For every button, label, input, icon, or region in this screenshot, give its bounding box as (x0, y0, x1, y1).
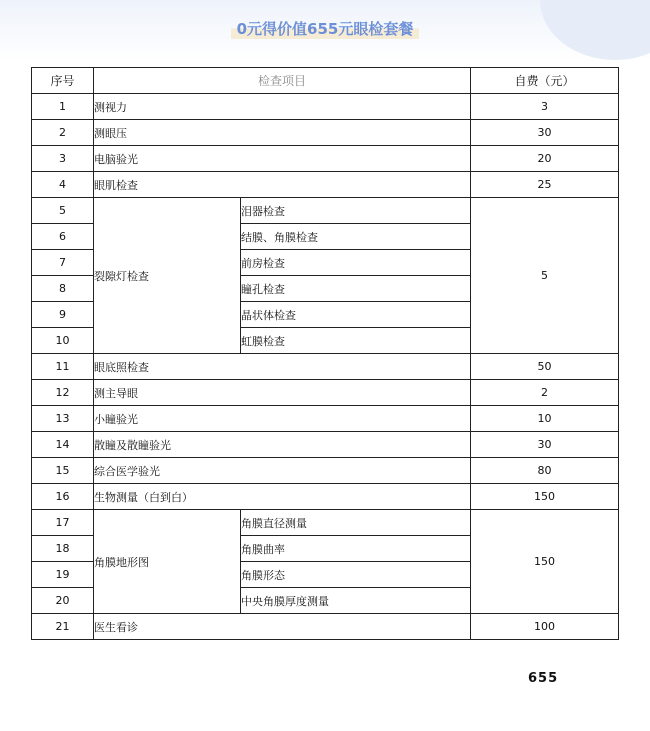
table-row (32, 510, 619, 536)
row-no: 19 (32, 562, 94, 588)
table-row (32, 406, 619, 432)
row-price: 2 (471, 380, 619, 406)
table-row (32, 380, 619, 406)
header-items: 检查项目 (94, 68, 471, 94)
row-no: 2 (32, 120, 94, 146)
table-row (32, 484, 619, 510)
row-no: 21 (32, 614, 94, 640)
row-no: 11 (32, 354, 94, 380)
row-no: 14 (32, 432, 94, 458)
sub-item: 瞳孔检查 (241, 276, 471, 302)
row-item: 测眼压 (94, 120, 471, 146)
row-price: 30 (471, 432, 619, 458)
row-item: 测主导眼 (94, 380, 471, 406)
table-row (32, 94, 619, 120)
row-no: 12 (32, 380, 94, 406)
page-title-text: 0元得价值655元眼检套餐 (231, 16, 420, 39)
table-row (32, 146, 619, 172)
row-price: 100 (471, 614, 619, 640)
table-row (32, 172, 619, 198)
sub-item: 角膜直径测量 (241, 510, 471, 536)
row-no: 16 (32, 484, 94, 510)
row-no: 18 (32, 536, 94, 562)
header-price: 自费（元） (471, 68, 619, 94)
group-item-topography: 角膜地形图 (94, 510, 241, 614)
table-row (32, 354, 619, 380)
table-row (32, 432, 619, 458)
sub-item: 前房检查 (241, 250, 471, 276)
total-amount: 655 (528, 671, 559, 686)
row-item: 医生看诊 (94, 614, 471, 640)
page-title (0, 16, 650, 39)
row-item: 小瞳验光 (94, 406, 471, 432)
row-price: 50 (471, 354, 619, 380)
group-price-slit-lamp: 5 (471, 198, 619, 354)
row-no: 3 (32, 146, 94, 172)
row-no: 8 (32, 276, 94, 302)
row-price: 20 (471, 146, 619, 172)
row-price: 30 (471, 120, 619, 146)
sub-item: 中央角膜厚度测量 (241, 588, 471, 614)
table-row (32, 614, 619, 640)
table-row (32, 458, 619, 484)
row-item: 测视力 (94, 94, 471, 120)
row-no: 17 (32, 510, 94, 536)
row-no: 15 (32, 458, 94, 484)
row-no: 5 (32, 198, 94, 224)
exam-package-table (31, 67, 619, 640)
group-price-topography: 150 (471, 510, 619, 614)
sub-item: 虹膜检查 (241, 328, 471, 354)
table-row (32, 120, 619, 146)
sub-item: 结膜、角膜检查 (241, 224, 471, 250)
table-header-row (32, 68, 619, 94)
header-no: 序号 (32, 68, 94, 94)
row-no: 10 (32, 328, 94, 354)
row-no: 13 (32, 406, 94, 432)
row-price: 25 (471, 172, 619, 198)
row-price: 150 (471, 484, 619, 510)
sub-item: 角膜曲率 (241, 536, 471, 562)
row-item: 散瞳及散瞳验光 (94, 432, 471, 458)
row-item: 电脑验光 (94, 146, 471, 172)
row-price: 3 (471, 94, 619, 120)
row-no: 6 (32, 224, 94, 250)
sub-item: 角膜形态 (241, 562, 471, 588)
row-item: 生物测量（白到白） (94, 484, 471, 510)
sub-item: 晶状体检查 (241, 302, 471, 328)
row-no: 4 (32, 172, 94, 198)
row-price: 10 (471, 406, 619, 432)
row-no: 20 (32, 588, 94, 614)
row-no: 1 (32, 94, 94, 120)
row-item: 综合医学验光 (94, 458, 471, 484)
sub-item: 泪器检查 (241, 198, 471, 224)
row-no: 9 (32, 302, 94, 328)
row-no: 7 (32, 250, 94, 276)
row-price: 80 (471, 458, 619, 484)
row-item: 眼肌检查 (94, 172, 471, 198)
row-item: 眼底照检查 (94, 354, 471, 380)
group-item-slit-lamp: 裂隙灯检查 (94, 198, 241, 354)
table-row (32, 198, 619, 224)
